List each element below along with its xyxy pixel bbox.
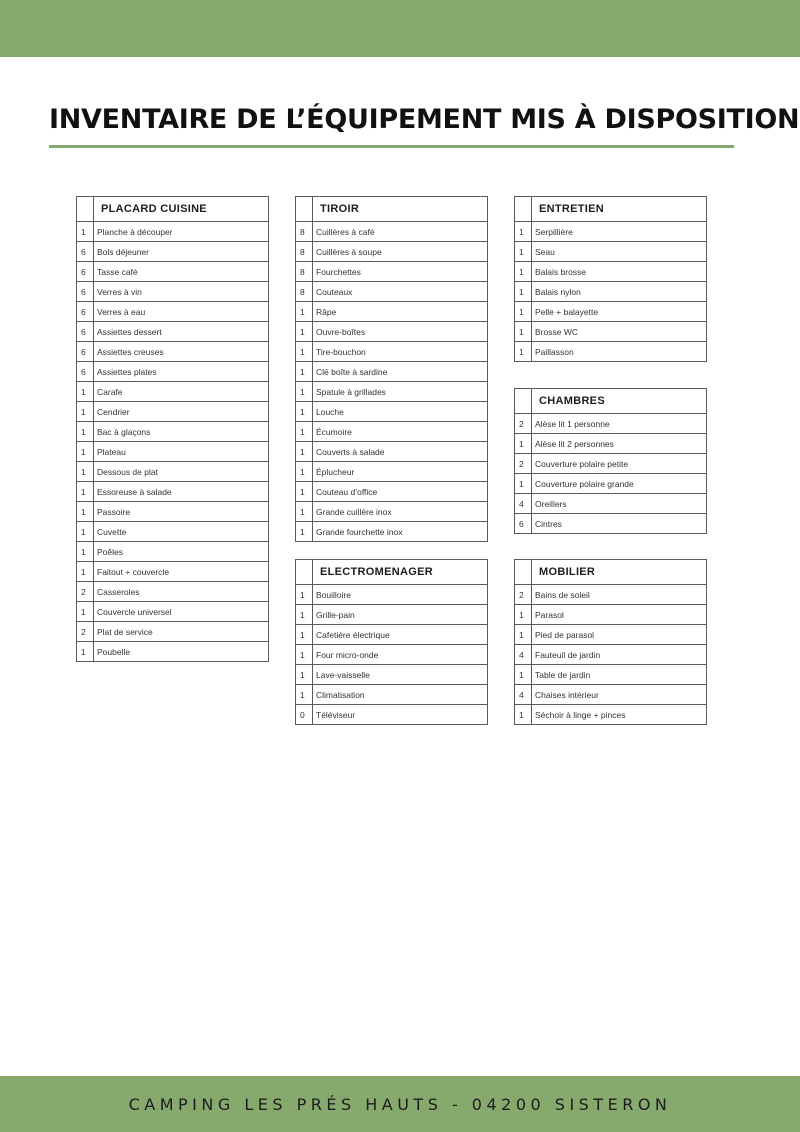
table-row (77, 222, 269, 242)
item-quantity: 1 (296, 422, 313, 442)
table-electromenager (295, 559, 488, 725)
item-quantity: 6 (77, 262, 94, 282)
item-name: Séchoir à linge + pinces (532, 705, 707, 725)
item-quantity: 6 (77, 282, 94, 302)
item-name: Poubelle (94, 642, 269, 662)
item-quantity: 1 (77, 222, 94, 242)
item-quantity: 6 (77, 322, 94, 342)
item-quantity: 1 (515, 262, 532, 282)
item-name: Grande fourchette inox (313, 522, 488, 542)
item-name: Couteaux (313, 282, 488, 302)
table-row (77, 302, 269, 322)
table-row (77, 462, 269, 482)
item-quantity: 1 (515, 342, 532, 362)
item-name: Éplucheur (313, 462, 488, 482)
table-row (77, 242, 269, 262)
table-row (296, 422, 488, 442)
item-quantity: 1 (296, 585, 313, 605)
table-row (296, 442, 488, 462)
item-quantity: 8 (296, 242, 313, 262)
item-name: Balais nylon (532, 282, 707, 302)
item-quantity: 1 (296, 645, 313, 665)
table-row (77, 262, 269, 282)
table-row (296, 302, 488, 322)
item-quantity: 1 (296, 322, 313, 342)
table-row (296, 322, 488, 342)
table-mobilier (514, 559, 707, 725)
item-name: Pied de parasol (532, 625, 707, 645)
item-quantity: 1 (296, 482, 313, 502)
item-name: Lave-vaisselle (313, 665, 488, 685)
title-divider (49, 145, 734, 148)
item-name: Paillasson (532, 342, 707, 362)
page-title: INVENTAIRE DE L’ÉQUIPEMENT MIS À DISPOSITION (49, 104, 800, 135)
item-quantity: 6 (77, 342, 94, 362)
item-quantity: 1 (296, 442, 313, 462)
item-name: Oreillers (532, 494, 707, 514)
footer-band (0, 1076, 800, 1132)
item-quantity: 1 (515, 474, 532, 494)
table-placard-cuisine (76, 196, 269, 662)
table-row (296, 242, 488, 262)
qty-header-cell (77, 197, 94, 222)
section-heading: MOBILIER (532, 560, 707, 585)
item-name: Couverts à salade (313, 442, 488, 462)
table-row (296, 382, 488, 402)
table-entretien (514, 196, 707, 362)
table-row (296, 585, 488, 605)
item-quantity: 1 (515, 222, 532, 242)
item-quantity: 1 (296, 302, 313, 322)
table-tiroir (295, 196, 488, 542)
item-quantity: 1 (515, 605, 532, 625)
item-quantity: 6 (77, 362, 94, 382)
table-row (296, 282, 488, 302)
item-name: Plateau (94, 442, 269, 462)
qty-header-cell (296, 560, 313, 585)
item-name: Chaises intérieur (532, 685, 707, 705)
item-quantity: 1 (296, 382, 313, 402)
item-name: Grande cuillère inox (313, 502, 488, 522)
item-quantity: 8 (296, 262, 313, 282)
item-name: Passoire (94, 502, 269, 522)
table-row (77, 342, 269, 362)
item-name: Cuillères à soupe (313, 242, 488, 262)
footer-text: CAMPING LES PRÉS HAUTS - 04200 SISTERON (128, 1094, 672, 1114)
qty-header-cell (515, 560, 532, 585)
item-quantity: 6 (515, 514, 532, 534)
table-row (77, 322, 269, 342)
table-row (77, 542, 269, 562)
table-row (77, 602, 269, 622)
table-chambres (514, 388, 707, 534)
table-row (77, 422, 269, 442)
table-row (296, 342, 488, 362)
table-row (77, 642, 269, 662)
item-name: Clé boîte à sardine (313, 362, 488, 382)
item-name: Cafetière électrique (313, 625, 488, 645)
section-heading: ENTRETIEN (532, 197, 707, 222)
item-quantity: 2 (515, 414, 532, 434)
table-row (515, 322, 707, 342)
section-heading: ELECTROMENAGER (313, 560, 488, 585)
item-name: Bouilloire (313, 585, 488, 605)
item-quantity: 1 (77, 542, 94, 562)
item-quantity: 1 (296, 462, 313, 482)
table-row (77, 442, 269, 462)
item-name: Spatule à grillades (313, 382, 488, 402)
item-name: Cuvette (94, 522, 269, 542)
item-name: Couvercle universel (94, 602, 269, 622)
table-row (515, 645, 707, 665)
item-name: Cendrier (94, 402, 269, 422)
table-row (296, 685, 488, 705)
item-quantity: 1 (296, 625, 313, 645)
table-row (515, 625, 707, 645)
item-quantity: 1 (296, 665, 313, 685)
item-quantity: 1 (296, 685, 313, 705)
item-name: Planche à découper (94, 222, 269, 242)
item-name: Poêles (94, 542, 269, 562)
table-row (515, 222, 707, 242)
item-quantity: 1 (515, 242, 532, 262)
qty-header-cell (296, 197, 313, 222)
item-quantity: 1 (77, 382, 94, 402)
item-name: Plat de service (94, 622, 269, 642)
item-name: Couverture polaire grande (532, 474, 707, 494)
item-quantity: 1 (77, 602, 94, 622)
table-row (77, 402, 269, 422)
table-row (515, 605, 707, 625)
item-quantity: 2 (515, 454, 532, 474)
item-quantity: 1 (77, 422, 94, 442)
item-name: Assiettes creuses (94, 342, 269, 362)
item-name: Essoreuse à salade (94, 482, 269, 502)
item-name: Bains de soleil (532, 585, 707, 605)
table-row (296, 645, 488, 665)
item-name: Alèse lit 1 personne (532, 414, 707, 434)
item-quantity: 1 (515, 434, 532, 454)
item-quantity: 1 (515, 625, 532, 645)
table-row (515, 342, 707, 362)
table-row (296, 222, 488, 242)
item-quantity: 1 (77, 482, 94, 502)
table-row (296, 522, 488, 542)
table-row (296, 665, 488, 685)
table-row (296, 605, 488, 625)
item-name: Fauteuil de jardin (532, 645, 707, 665)
item-name: Tasse café (94, 262, 269, 282)
item-name: Parasol (532, 605, 707, 625)
item-quantity: 1 (296, 362, 313, 382)
table-row (77, 362, 269, 382)
item-quantity: 2 (77, 622, 94, 642)
item-quantity: 6 (77, 242, 94, 262)
table-row (515, 494, 707, 514)
section-heading: PLACARD CUISINE (94, 197, 269, 222)
item-name: Tire-bouchon (313, 342, 488, 362)
item-name: Ouvre-boîtes (313, 322, 488, 342)
header-band (0, 0, 800, 57)
item-quantity: 2 (515, 585, 532, 605)
item-name: Verres à eau (94, 302, 269, 322)
table-row (77, 382, 269, 402)
item-quantity: 8 (296, 222, 313, 242)
table-row (515, 414, 707, 434)
item-name: Râpe (313, 302, 488, 322)
item-quantity: 1 (515, 705, 532, 725)
table-row (77, 582, 269, 602)
item-name: Cintres (532, 514, 707, 534)
table-row (77, 502, 269, 522)
item-name: Bols déjeuner (94, 242, 269, 262)
table-row (77, 562, 269, 582)
item-name: Grille-pain (313, 605, 488, 625)
table-row (515, 282, 707, 302)
table-row (77, 482, 269, 502)
item-quantity: 1 (296, 605, 313, 625)
item-name: Seau (532, 242, 707, 262)
table-row (296, 402, 488, 422)
item-quantity: 4 (515, 685, 532, 705)
item-quantity: 1 (77, 442, 94, 462)
item-name: Écumoire (313, 422, 488, 442)
table-row (296, 625, 488, 645)
table-row (296, 482, 488, 502)
table-row (296, 362, 488, 382)
table-row (296, 262, 488, 282)
table-row (296, 502, 488, 522)
item-name: Bac à glaçons (94, 422, 269, 442)
item-quantity: 1 (77, 642, 94, 662)
item-quantity: 1 (296, 402, 313, 422)
table-row (77, 522, 269, 542)
item-name: Carafe (94, 382, 269, 402)
item-quantity: 1 (77, 502, 94, 522)
item-quantity: 2 (77, 582, 94, 602)
qty-header-cell (515, 389, 532, 414)
table-row (515, 665, 707, 685)
item-quantity: 1 (515, 322, 532, 342)
item-quantity: 4 (515, 645, 532, 665)
table-row (515, 242, 707, 262)
section-heading: TIROIR (313, 197, 488, 222)
item-quantity: 8 (296, 282, 313, 302)
table-row (515, 514, 707, 534)
item-name: Four micro-onde (313, 645, 488, 665)
item-name: Faitout + couvercle (94, 562, 269, 582)
item-name: Table de jardin (532, 665, 707, 685)
table-row (515, 705, 707, 725)
item-quantity: 1 (515, 282, 532, 302)
item-name: Assiettes plates (94, 362, 269, 382)
item-quantity: 6 (77, 302, 94, 322)
item-name: Assiettes dessert (94, 322, 269, 342)
item-quantity: 1 (77, 562, 94, 582)
item-name: Dessous de plat (94, 462, 269, 482)
item-name: Alèse lit 2 personnes (532, 434, 707, 454)
table-row (515, 262, 707, 282)
item-quantity: 1 (77, 462, 94, 482)
table-row (296, 462, 488, 482)
table-row (515, 685, 707, 705)
section-heading: CHAMBRES (532, 389, 707, 414)
table-row (515, 302, 707, 322)
qty-header-cell (515, 197, 532, 222)
item-name: Verres à vin (94, 282, 269, 302)
item-quantity: 1 (77, 402, 94, 422)
item-quantity: 1 (515, 302, 532, 322)
item-quantity: 0 (296, 705, 313, 725)
item-name: Louche (313, 402, 488, 422)
table-row (296, 705, 488, 725)
item-name: Cuillères à café (313, 222, 488, 242)
table-row (77, 622, 269, 642)
item-name: Téléviseur (313, 705, 488, 725)
table-row (77, 282, 269, 302)
item-name: Serpillière (532, 222, 707, 242)
item-quantity: 1 (296, 342, 313, 362)
item-quantity: 1 (296, 522, 313, 542)
item-name: Pelle + balayette (532, 302, 707, 322)
table-row (515, 474, 707, 494)
item-name: Couteau d’office (313, 482, 488, 502)
table-row (515, 585, 707, 605)
table-row (515, 434, 707, 454)
item-name: Climatisation (313, 685, 488, 705)
item-quantity: 1 (296, 502, 313, 522)
table-row (515, 454, 707, 474)
item-quantity: 1 (515, 665, 532, 685)
item-name: Casseroles (94, 582, 269, 602)
item-name: Fourchettes (313, 262, 488, 282)
item-quantity: 1 (77, 522, 94, 542)
item-name: Balais brosse (532, 262, 707, 282)
item-quantity: 4 (515, 494, 532, 514)
item-name: Brosse WC (532, 322, 707, 342)
item-name: Couverture polaire petite (532, 454, 707, 474)
